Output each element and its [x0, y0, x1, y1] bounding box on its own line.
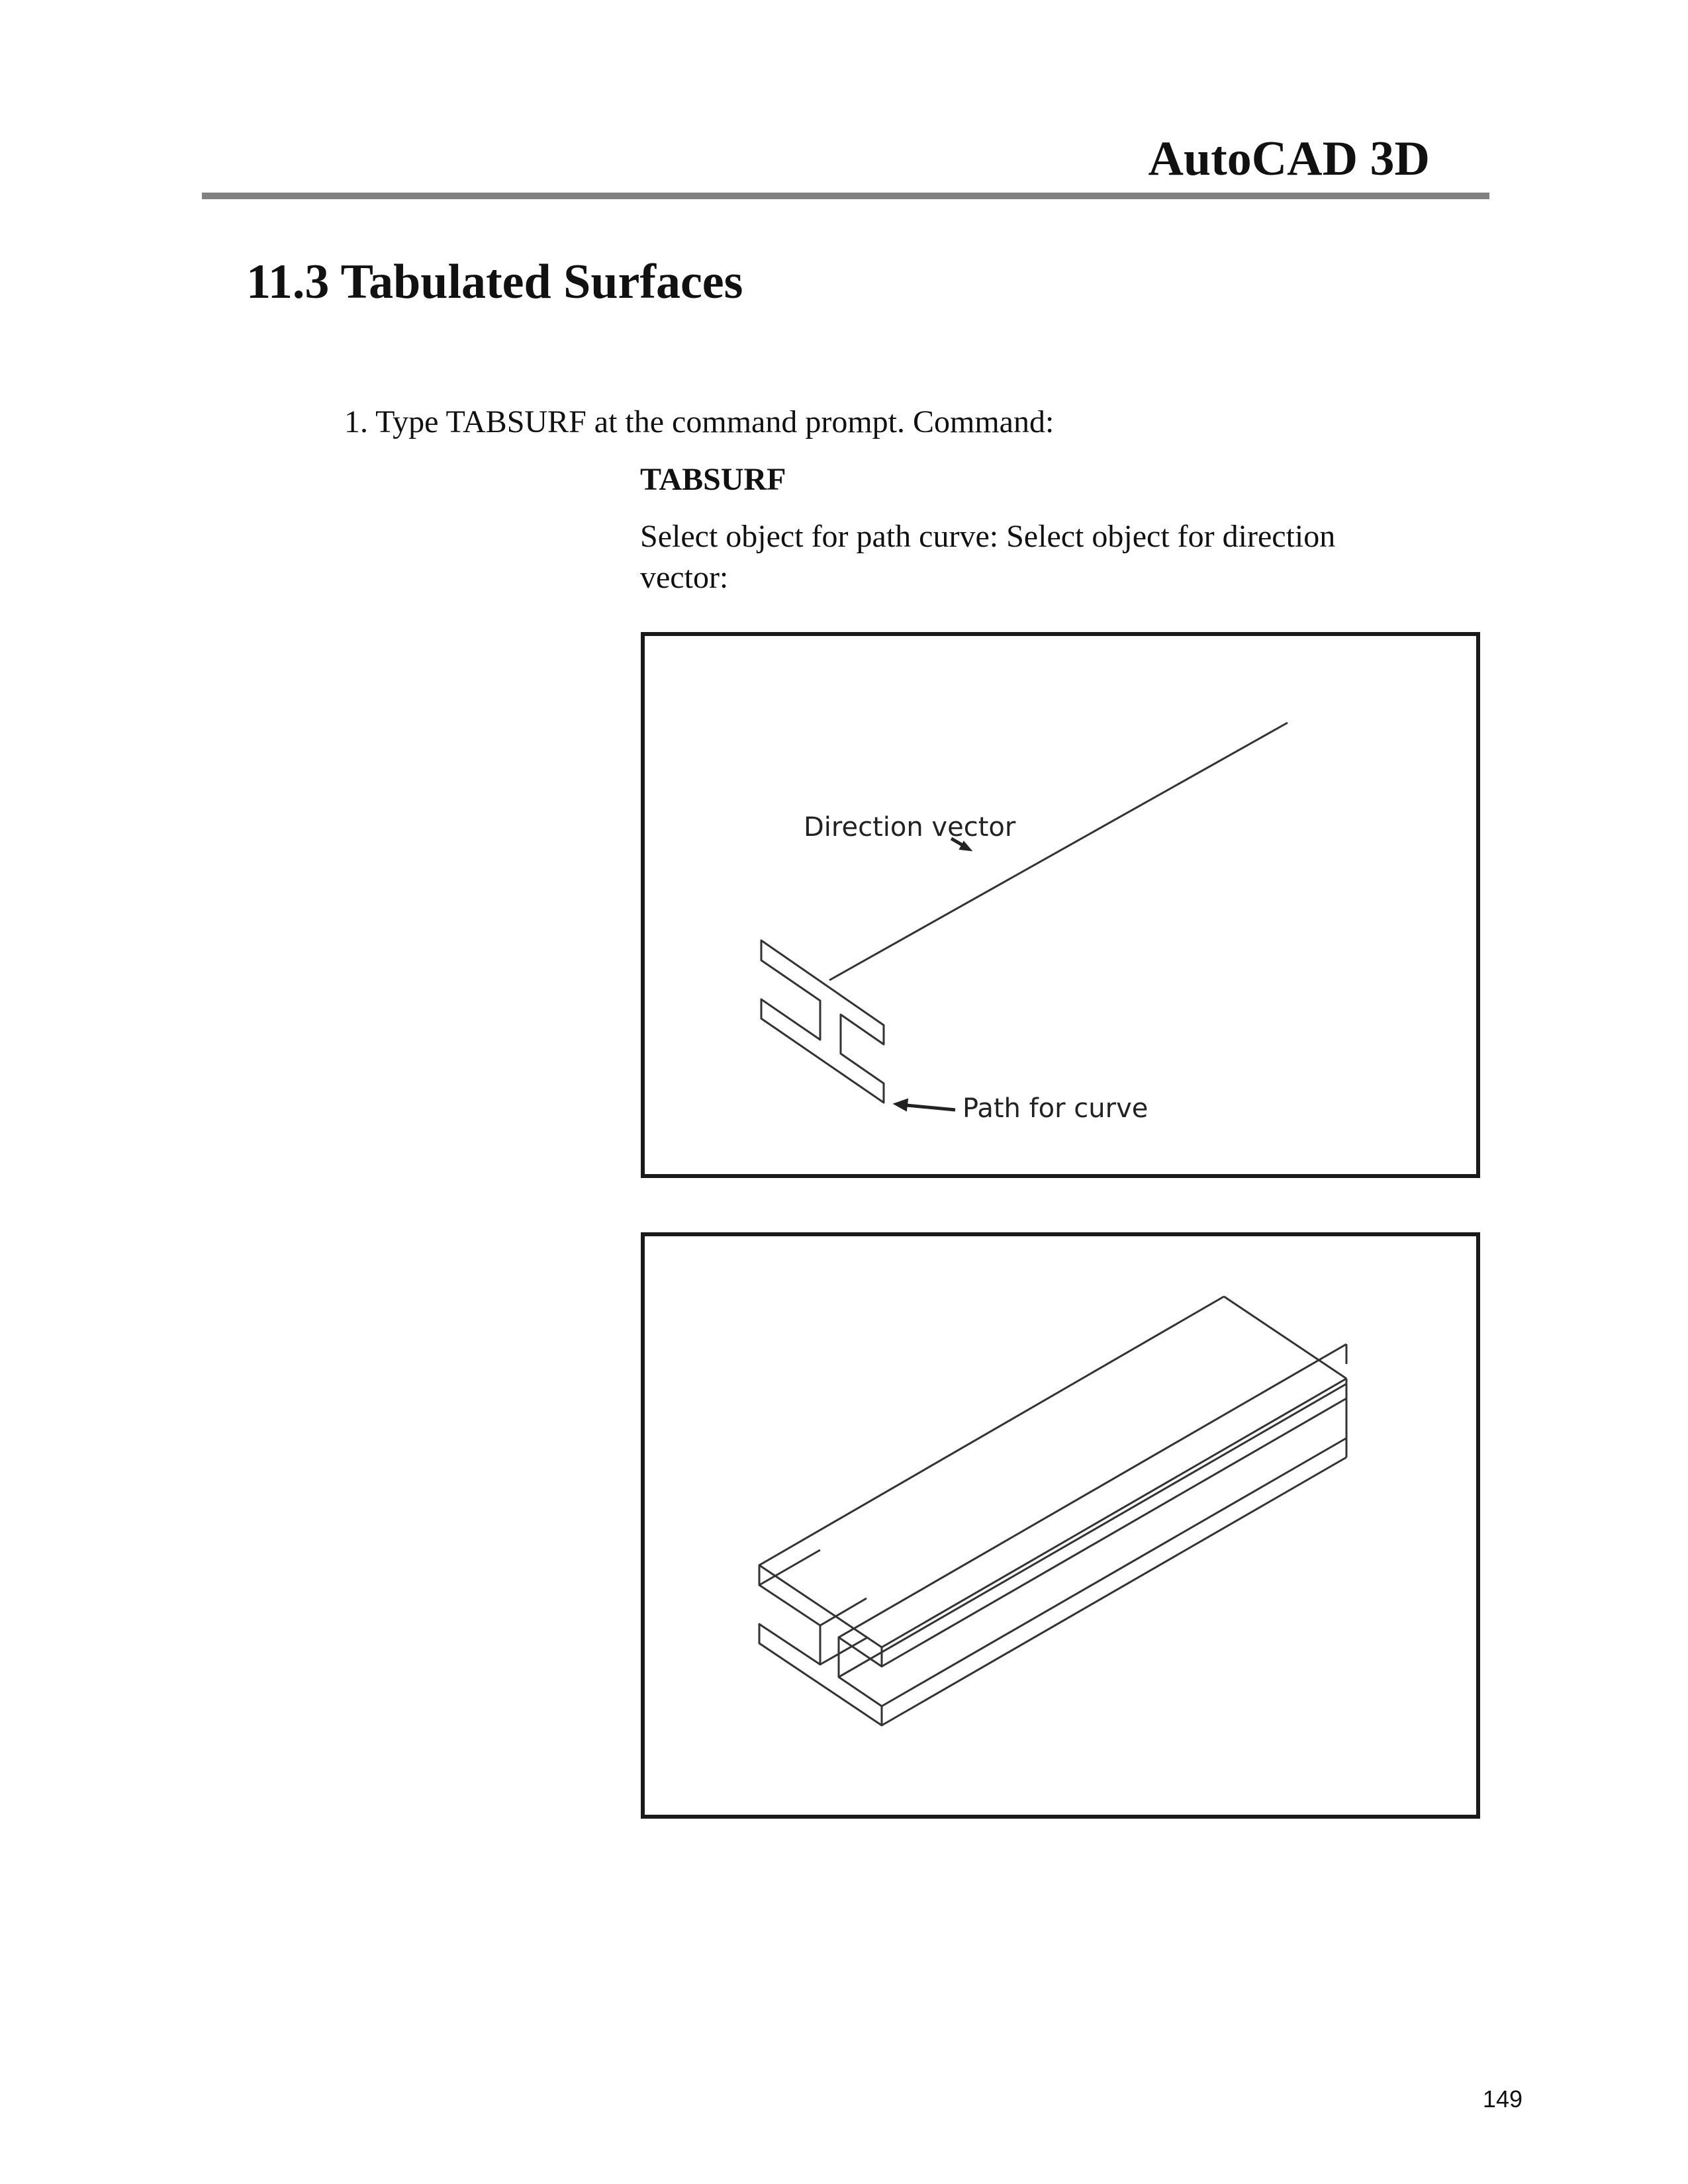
- running-header-title: AutoCAD 3D: [1148, 132, 1430, 186]
- path-curve-arrow: [894, 1099, 955, 1111]
- surface-front-profile: [759, 1565, 882, 1725]
- page-number: 149: [1482, 2085, 1523, 2113]
- section-heading: 11.3 Tabulated Surfaces: [246, 255, 743, 309]
- command-name: TABSURF: [640, 462, 786, 497]
- header-rule: [202, 193, 1489, 199]
- direction-vector-line: [829, 723, 1288, 980]
- command-prompt-text: Select object for path curve: Select object for direction vector:: [640, 519, 1336, 595]
- figure-path-and-direction: [641, 632, 1480, 1178]
- label-direction-vector: Direction vector: [804, 812, 1016, 842]
- figure-tabulated-surface-drawing: [645, 1236, 1476, 1815]
- tabulated-surface-shape: [759, 1297, 1346, 1725]
- label-path-for-curve: Path for curve: [962, 1093, 1149, 1124]
- step-instruction: 1. Type TABSURF at the command prompt. Command:: [344, 404, 1055, 439]
- figure-tabulated-surface: [641, 1232, 1480, 1819]
- path-curve-profile: [761, 940, 884, 1103]
- figure-path-and-direction-drawing: [645, 636, 1476, 1174]
